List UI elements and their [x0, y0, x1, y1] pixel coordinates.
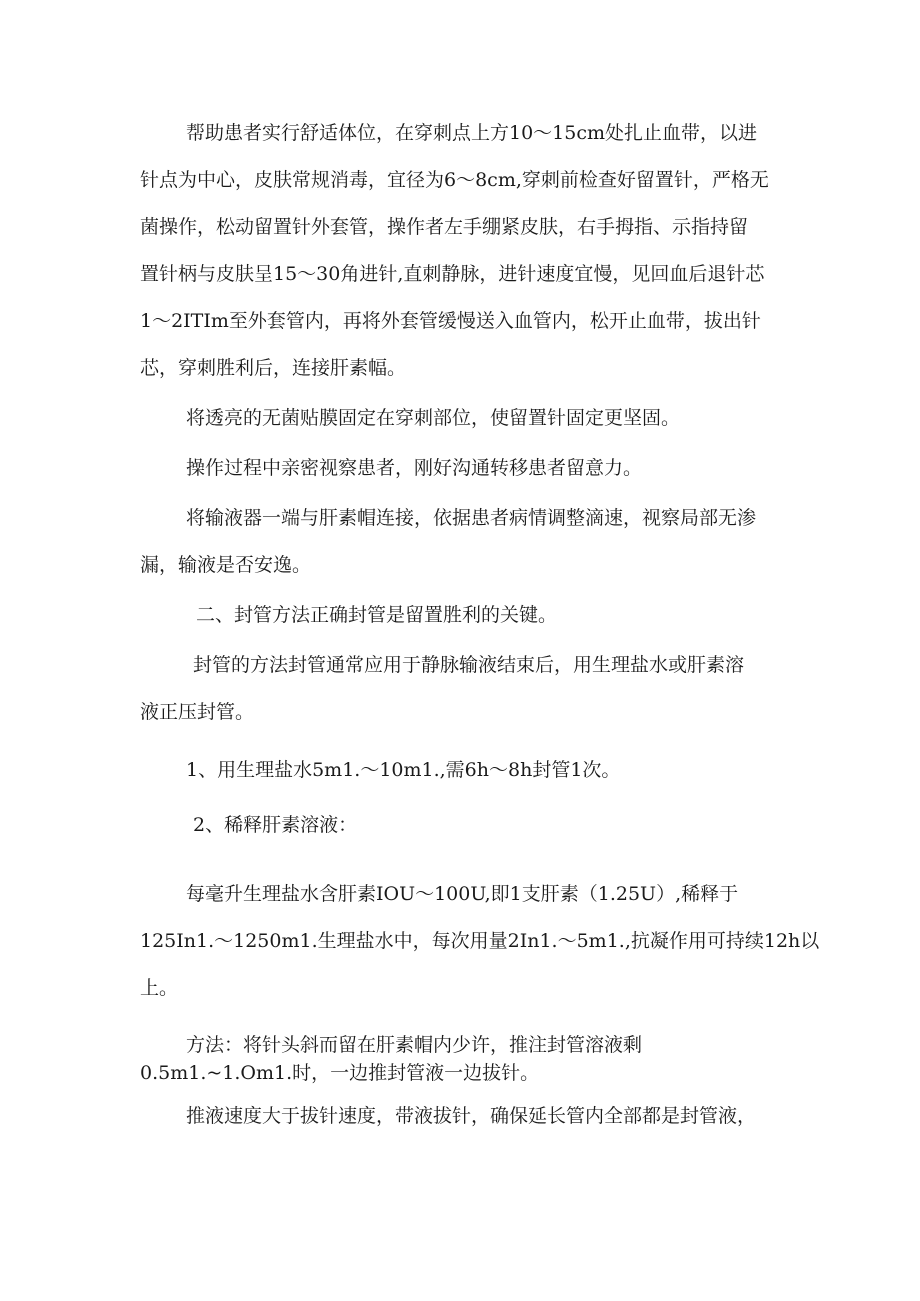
paragraph-1-line-6: 芯，穿刺胜利后，连接肝素幅。	[140, 357, 407, 379]
paragraph-2: 将透亮的无菌贴膜固定在穿刺部位，使留置针固定更坚固。	[186, 407, 681, 429]
paragraph-10-line-1: 方法：将针头斜而留在肝素帽内少许，推注封管溶液剩	[186, 1034, 643, 1056]
paragraph-11: 推液速度大于拔针速度，带液拔针，确保延长管内全部都是封管液，	[186, 1105, 757, 1127]
paragraph-4-line-2: 漏，输液是否安逸。	[140, 554, 312, 576]
paragraph-6-line-2: 液正压封管。	[140, 701, 255, 723]
paragraph-1-line-1: 帮助患者实行舒适体位，在穿刺点上方10～15cm处扎止血带，以进	[186, 122, 758, 144]
list-item-2: 2、稀释肝素溶液：	[193, 814, 358, 836]
paragraph-1-line-5: 1～2ITIm至外套管内，再将外套管缓慢送入血管内，松开止血带，拔出针	[140, 310, 761, 332]
paragraph-1-line-3: 菌操作，松动留置针外套管，操作者左手绷紧皮肤，右手拇指、示指持留	[140, 216, 749, 238]
paragraph-9-line-2: 125In1.～1250m1.生理盐水中，每次用量2In1.～5m1.,抗凝作用可持续12h以	[140, 930, 820, 952]
paragraph-4-line-1: 将输液器一端与肝素帽连接，依据患者病情调整滴速，视察局部无渗	[186, 507, 757, 529]
paragraph-1-line-2: 针点为中心，皮肤常规消毒，宜径为6～8cm,穿刺前检查好留置针，严格无	[140, 169, 769, 191]
paragraph-9-line-3: 上。	[140, 977, 179, 999]
paragraph-6-line-1: 封管的方法封管通常应用于静脉输液结束后，用生理盐水或肝素溶	[193, 654, 745, 676]
list-item-1: 1、用生理盐水5m1.～10m1.,需6h～8h封管1次。	[186, 759, 621, 781]
section-heading: 二、封管方法正确封管是留置胜利的关键。	[196, 604, 558, 626]
paragraph-3: 操作过程中亲密视察患者，刚好沟通转移患者留意力。	[186, 457, 643, 479]
paragraph-9-line-1: 每毫升生理盐水含肝素IOU～100U,即1支肝素（1.25U）,稀释于	[186, 883, 739, 905]
paragraph-1-line-4: 置针柄与皮肤呈15～30角进针,直刺静脉，进针速度宜慢，见回血后退针芯	[140, 263, 765, 285]
paragraph-10-line-2: 0.5m1.~1.Om1.时，一边推封管液一边拔针。	[140, 1062, 540, 1084]
